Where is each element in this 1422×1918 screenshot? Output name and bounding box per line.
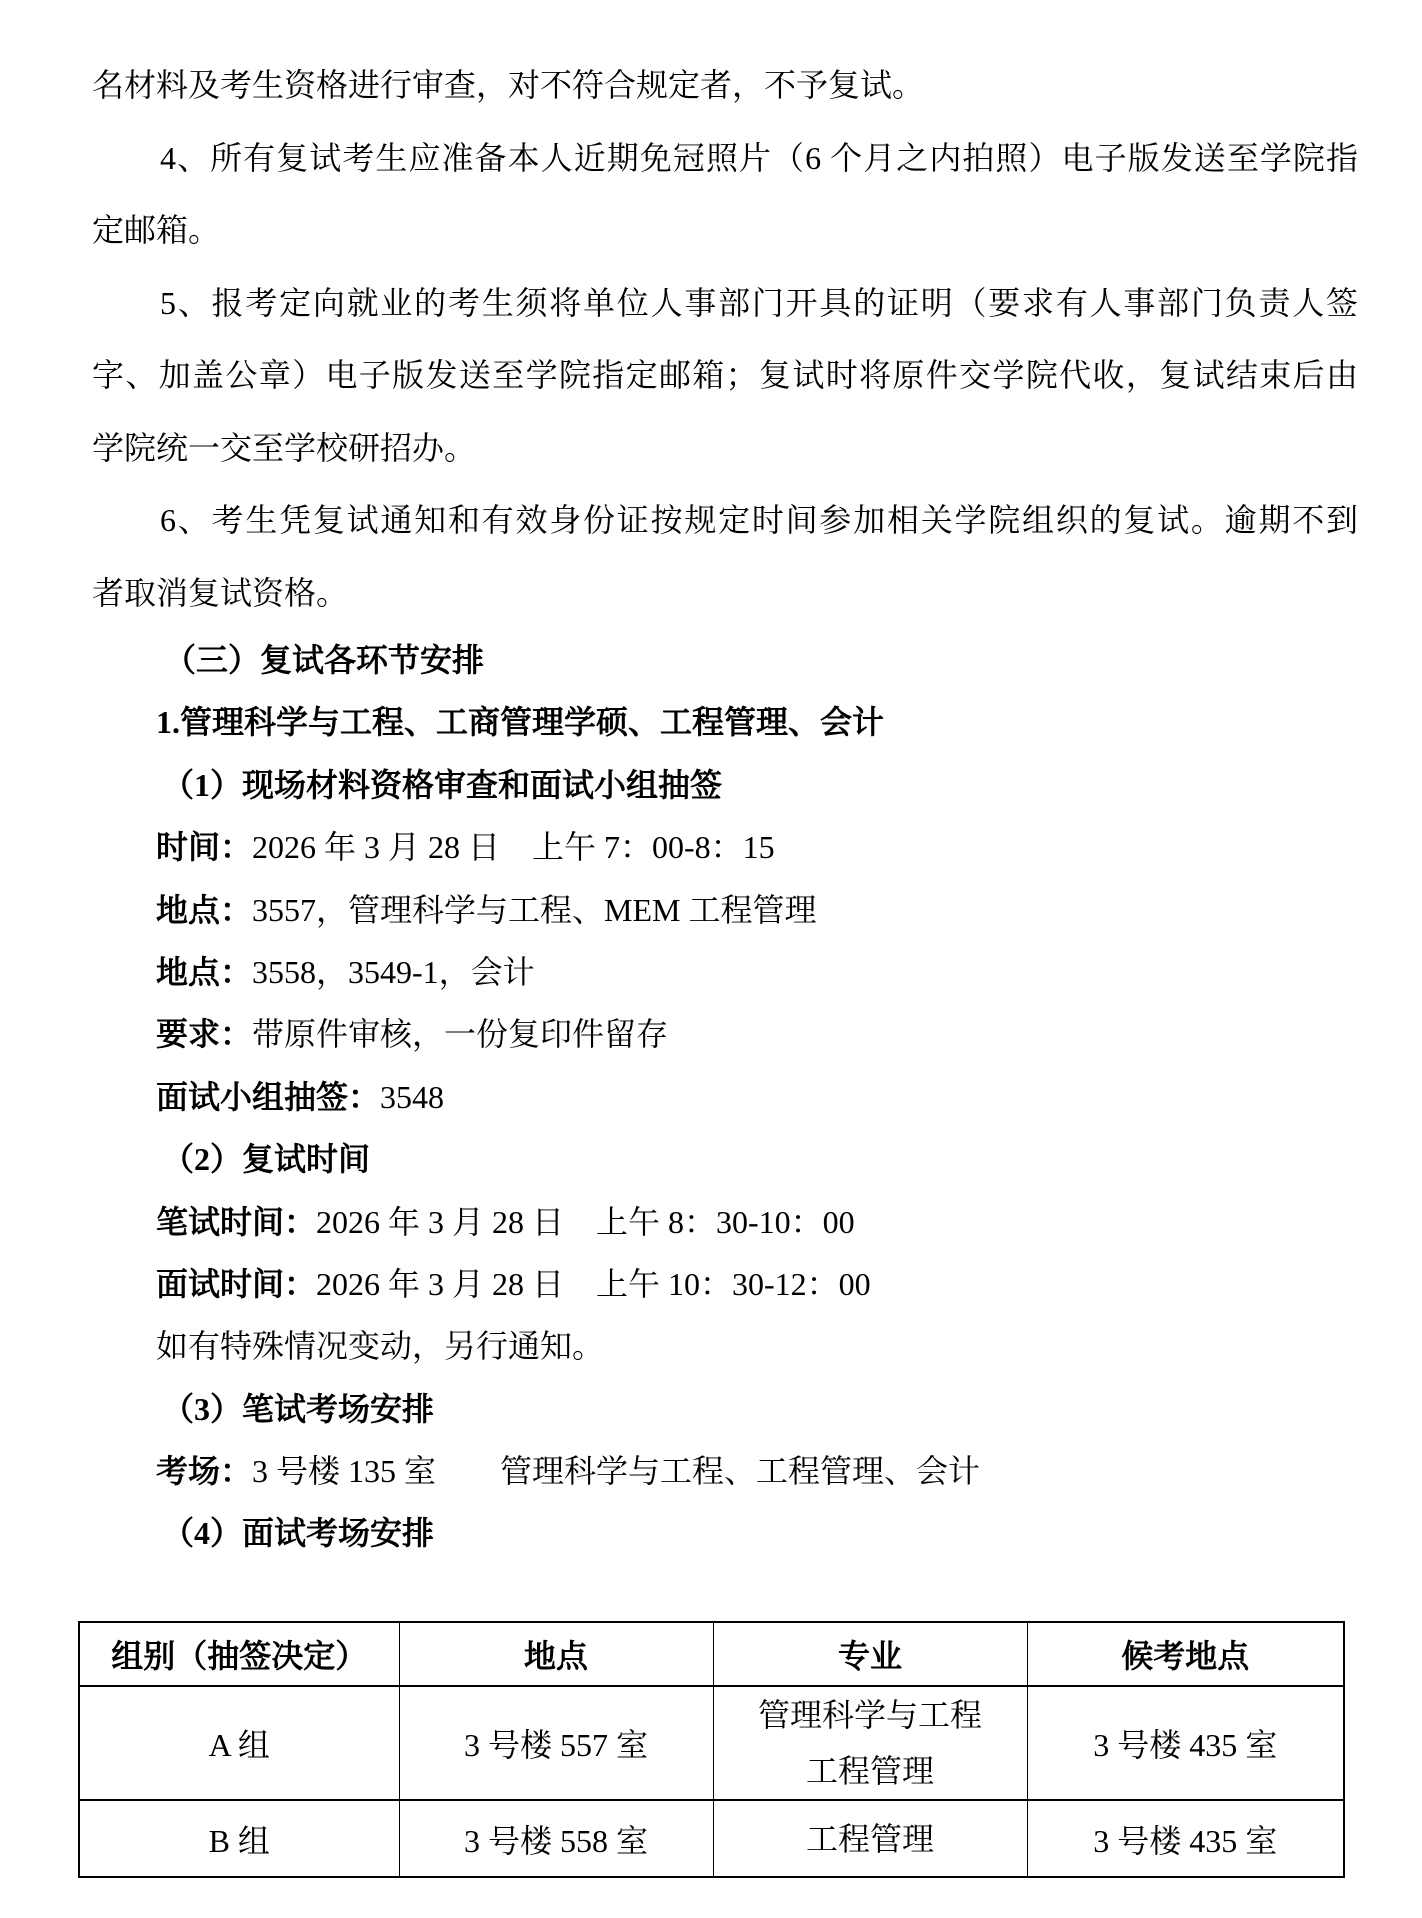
table-header-group: 组别（抽签决定） <box>79 1622 399 1686</box>
line-label: 笔试时间： <box>156 1203 317 1240</box>
line-label: 地点： <box>156 953 253 990</box>
text-line: （三）复试各环节安排 <box>164 642 485 678</box>
cell-group: B 组 <box>79 1800 399 1877</box>
line-label: 考场： <box>156 1453 253 1490</box>
text-line <box>92 1191 1358 1253</box>
cell-major <box>713 1800 1027 1877</box>
major-line: 管理科学与工程 <box>757 1697 982 1733</box>
line-value: 3 号楼 135 室 管理科学与工程、工程管理、会计 <box>252 1453 981 1490</box>
text-line <box>92 941 1358 1003</box>
line-value: 2026 年 3 月 28 日 上午 10：30-12：00 <box>316 1265 871 1302</box>
cell-location: 3 号楼 558 室 <box>399 1800 713 1877</box>
text-line: 如有特殊情况变动，另行通知。 <box>156 1328 605 1365</box>
table-header-row <box>79 1622 1344 1686</box>
text-line: 1.管理科学与工程、工商管理学硕、工程管理、会计 <box>156 704 885 741</box>
text-line <box>92 879 1358 941</box>
line-value: 3558，3549-1，会计 <box>252 953 535 990</box>
text-line: （1）现场材料资格审查和面试小组抽签 <box>162 766 723 803</box>
text-line: 字、加盖公章）电子版发送至学院指定邮箱；复试时将原件交学院代收，复试结束后由 <box>92 357 1358 393</box>
text-line <box>92 1253 1358 1315</box>
text-line: 者取消复试资格。 <box>92 574 349 611</box>
line-value: 3548 <box>380 1078 445 1115</box>
text-line: （3）笔试考场安排 <box>162 1390 435 1427</box>
text-line: 学院统一交至学校研招办。 <box>92 429 477 466</box>
line-label: 时间： <box>156 829 253 866</box>
table-row <box>79 1800 1344 1877</box>
text-line <box>92 1066 1358 1128</box>
text-line: 4、所有复试考生应准备本人近期免冠照片（6 个月之内拍照）电子版发送至学院指 <box>160 139 1358 176</box>
line-value: 2026 年 3 月 28 日 上午 7：00-8：15 <box>252 829 775 866</box>
cell-waiting: 3 号楼 435 室 <box>1027 1800 1344 1877</box>
table-header-major: 专业 <box>713 1622 1027 1686</box>
text-line <box>92 816 1358 878</box>
line-label: 面试小组抽签： <box>156 1078 381 1115</box>
text-line: 定邮箱。 <box>92 212 221 248</box>
interview-room-table <box>78 1621 1345 1878</box>
line-value: 带原件审核，一份复印件留存 <box>252 1016 669 1053</box>
line-label: 面试时间： <box>156 1265 317 1302</box>
table-header-location: 地点 <box>399 1622 713 1686</box>
table-body <box>79 1686 1344 1877</box>
line-value: 2026 年 3 月 28 日 上午 8：30-10：00 <box>316 1203 855 1240</box>
cell-group: A 组 <box>79 1686 399 1800</box>
text-line: （2）复试时间 <box>162 1141 371 1178</box>
line-label: 要求： <box>156 1016 253 1053</box>
major-line: 工程管理 <box>805 1820 934 1857</box>
cell-location: 3 号楼 557 室 <box>399 1686 713 1800</box>
text-line: 6、考生凭复试通知和有效身份证按规定时间参加相关学院组织的复试。逾期不到 <box>160 502 1358 538</box>
cell-major <box>713 1686 1027 1800</box>
text-line <box>92 1003 1358 1065</box>
line-value: 3557，管理科学与工程、MEM 工程管理 <box>252 891 817 928</box>
major-line: 工程管理 <box>805 1753 934 1789</box>
line-label: 地点： <box>156 891 253 928</box>
text-line: 5、报考定向就业的考生须将单位人事部门开具的证明（要求有人事部门负责人签 <box>160 284 1358 321</box>
table-header-waiting: 候考地点 <box>1027 1622 1344 1686</box>
table-row <box>79 1686 1344 1800</box>
text-line: 名材料及考生资格进行审查，对不符合规定者，不予复试。 <box>92 67 925 103</box>
cell-waiting: 3 号楼 435 室 <box>1027 1686 1344 1800</box>
text-line: （4）面试考场安排 <box>162 1515 435 1552</box>
text-line <box>92 1440 1358 1502</box>
